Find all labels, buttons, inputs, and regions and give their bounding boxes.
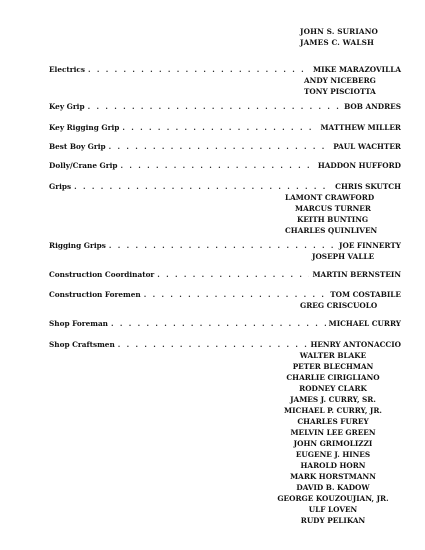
credit-key-rigging-grip <box>49 122 401 133</box>
credit-name: ULF LOVEN <box>308 505 358 514</box>
credit-role: Shop Foreman <box>49 319 108 328</box>
credit-name: MIKE MARAZOVILLA <box>313 65 401 74</box>
credit-name: MATTHEW MILLER <box>320 123 401 132</box>
credit-electrics <box>49 64 401 75</box>
credit-name: LAMONT CRAWFORD <box>285 193 375 202</box>
credit-construction-coordinator <box>49 269 401 280</box>
credit-key-grip <box>49 101 401 112</box>
credit-name: HAROLD HORN <box>300 461 366 470</box>
credit-name: MELVIN LEE GREEN <box>290 428 376 437</box>
credit-name: JOSEPH VALLE <box>312 252 375 261</box>
credit-name: HADDON HUFFORD <box>317 161 401 170</box>
dot-leader <box>120 160 314 171</box>
credit-name: GEORGE KOUZOUJIAN, JR. <box>277 494 389 503</box>
credit-role: Construction Coordinator <box>49 270 155 279</box>
dot-leader <box>157 269 309 280</box>
credit-role: Best Boy Grip <box>49 142 106 151</box>
credit-name: HENRY ANTONACCIO <box>310 340 401 349</box>
credit-name: MICHAEL P. CURRY, JR. <box>284 406 382 415</box>
credit-name: JOHN GRIMOLIZZI <box>293 439 373 448</box>
credit-name: MARK HORSTMANN <box>290 472 376 481</box>
credit-name: BOB ANDRES <box>344 102 401 111</box>
dot-leader <box>88 101 345 112</box>
credit-name: DAVID B. KADOW <box>296 483 370 492</box>
credit-role: Construction Foremen <box>49 290 141 299</box>
credit-rigging-grips <box>49 240 401 251</box>
credit-name: MICHAEL CURRY <box>328 319 401 328</box>
header-name: JOHN S. SURIANO <box>300 27 379 36</box>
credit-best-boy-grip <box>49 141 401 152</box>
credit-name: CHRIS SKUTCH <box>335 182 401 191</box>
dot-leader <box>88 64 310 75</box>
credit-shop-craftsmen <box>49 339 401 350</box>
credit-name: TOM COSTABILE <box>330 290 401 299</box>
credit-name: JOE FINNERTY <box>339 241 401 250</box>
credit-name: ANDY NICEBERG <box>304 76 376 85</box>
credit-role: Grips <box>49 182 72 191</box>
dot-leader <box>111 318 326 329</box>
credit-construction-foremen <box>49 289 401 300</box>
credit-names-more <box>304 75 376 97</box>
header-names <box>300 26 378 48</box>
credit-names-more <box>258 350 408 526</box>
dot-leader <box>74 181 332 192</box>
credit-name: KEITH BUNTING <box>297 215 369 224</box>
credit-name: TONY PISCIOTTA <box>304 87 376 96</box>
credit-shop-foreman <box>49 318 401 329</box>
credit-names-more <box>300 300 377 311</box>
credit-names-more <box>285 192 377 236</box>
credit-name: EUGENE J. HINES <box>295 450 371 459</box>
credit-role: Dolly/Crane Grip <box>49 161 118 170</box>
header-name: JAMES C. WALSH <box>300 38 375 47</box>
dot-leader <box>118 339 308 350</box>
credit-name: MARTIN BERNSTEIN <box>312 270 401 279</box>
credit-name: GREG CRISCUOLO <box>300 301 378 310</box>
credit-role: Shop Craftsmen <box>49 340 115 349</box>
credit-name: MARCUS TURNER <box>295 204 371 213</box>
credit-name: WALTER BLAKE <box>299 351 367 360</box>
credit-name: PETER BLECHMAN <box>292 362 374 371</box>
dot-leader <box>144 289 327 300</box>
credit-name: RUDY PELIKAN <box>300 516 366 525</box>
credit-name: CHARLIE CIRIGLIANO <box>286 373 380 382</box>
credit-role: Rigging Grips <box>49 241 106 250</box>
credit-name: RODNEY CLARK <box>299 384 367 393</box>
credit-name: PAUL WACHTER <box>333 142 401 151</box>
credit-name: CHARLES QUINLIVEN <box>285 226 378 235</box>
credit-grips <box>49 181 401 192</box>
credit-name: JAMES J. CURRY, SR. <box>290 395 376 404</box>
dot-leader <box>109 240 336 251</box>
credit-role: Key Rigging Grip <box>49 123 120 132</box>
credit-role: Key Grip <box>49 102 85 111</box>
credit-name: CHARLES FUREY <box>297 417 369 426</box>
dot-leader <box>122 122 317 133</box>
dot-leader <box>109 141 331 152</box>
credit-names-more <box>312 251 374 262</box>
credit-dolly-crane-grip <box>49 160 401 171</box>
credit-role: Electrics <box>49 65 85 74</box>
